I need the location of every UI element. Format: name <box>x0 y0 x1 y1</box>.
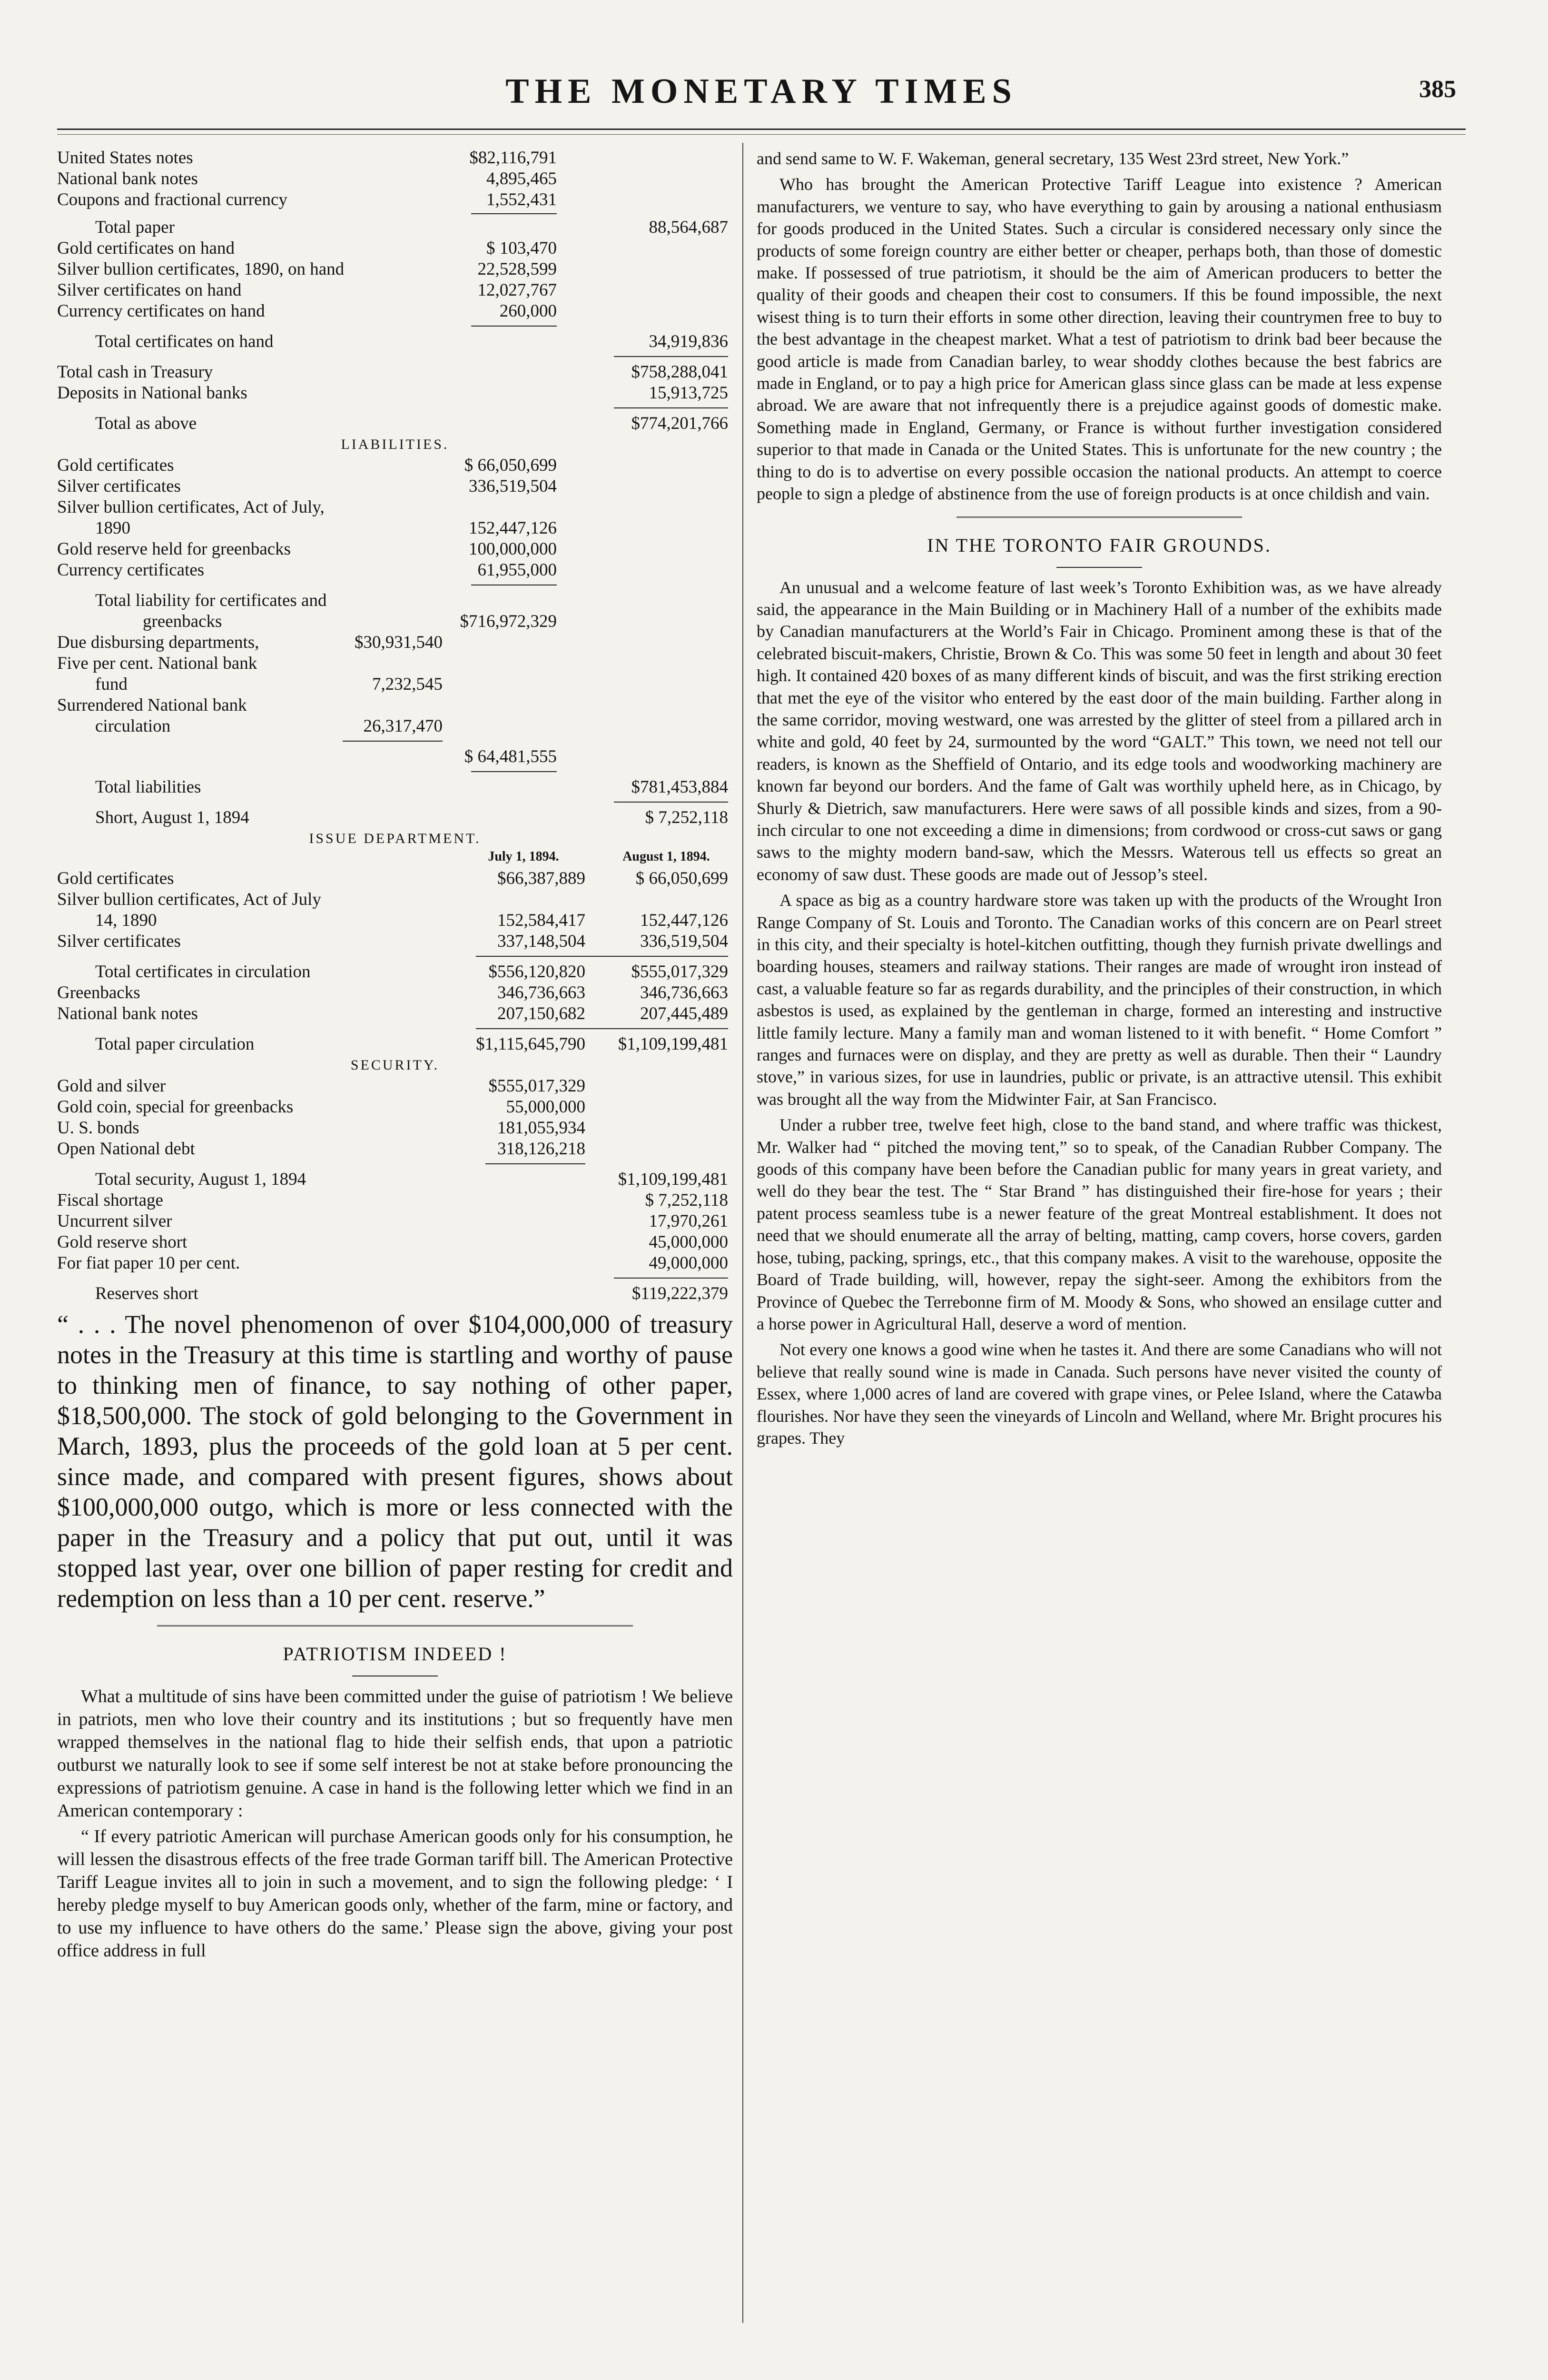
fin-row <box>57 217 733 238</box>
fin-row <box>57 476 733 497</box>
row-value: $1,109,199,481 <box>618 1034 728 1054</box>
fin-row <box>57 716 733 737</box>
issue-column-heads <box>57 849 733 868</box>
sum-rule <box>343 741 443 742</box>
row-label: Surrendered National bank <box>57 695 247 715</box>
row-value: 318,126,218 <box>497 1139 585 1159</box>
row-label: Gold and silver <box>57 1076 166 1096</box>
row-value: 1,552,431 <box>486 190 557 209</box>
fin-row <box>57 962 733 982</box>
fin-row <box>57 148 733 169</box>
fin-row <box>57 362 733 383</box>
row-value: $555,017,329 <box>488 1076 585 1096</box>
fin-row <box>57 539 733 560</box>
article-paragraph: An unusual and a welcome feature of last week’s Toronto Exhibition was, as we have already said, the appearance in the Main Building or in Machinery Hall of a number of the exhibits made by Canadian manufacturers at the World’s Fair in Chicago. Prominent among these is that of the celebrated biscuit-makers, Christie, Brown & Co. This was some 50 feet in length and about 30 feet high. It contained 420 boxes of as many different kinds of biscuit, and was the first striking erection that met the eye of the visitor who entered by the east door of the main building. Farther along in the same corridor, moving westward, one was arrested by the glitter of steel from a pillared arch in white and gold, 40 feet by 24, surmounted by the word “GALT.” This town, we need not tell our readers, is known as the Sheffield of Ontario, and its edge tools and woodworking machinery are known far beyond our borders. And the fame of Galt was worthily upheld here, as in Chicago, by Shurly & Dietrich, saw manufacturers. Here were saws of all possible kinds and sizes, from a 90-inch circular to one not exceeding a dime in dimensions; from cordwood or cross-cut saws or gang saws to the mighty modern band-saw, which the Messrs. Waterous tell us effects so great an economy of saw dust. These goods are made out of Jessop’s steel. <box>757 577 1442 884</box>
sum-rule <box>614 356 728 357</box>
row-label: Gold certificates on hand <box>57 238 235 258</box>
row-value: $30,931,540 <box>355 633 443 652</box>
row-value: 12,027,767 <box>477 280 557 300</box>
fin-row <box>57 301 733 322</box>
row-label: Deposits in National banks <box>57 383 247 403</box>
row-label: 14, 1890 <box>95 911 157 930</box>
row-label: Silver bullion certificates, Act of July <box>57 890 321 909</box>
row-label: Gold reserve held for greenbacks <box>57 539 291 559</box>
fin-row <box>57 1034 733 1055</box>
column-head-july: July 1, 1894. <box>488 849 559 864</box>
row-label: Greenbacks <box>57 983 140 1002</box>
article-paragraph: “ If every patriotic American will purchase American goods only for his consumption, he will lessen the disastrous effects of the free trade Gorman tariff bill. The American Protective Tariff League invites all to join in such a movement, and to sign the following pledge: ‘ I hereby pledge myself to buy American goods only, whether of the farm, mine or factory, and to use my influence to have others do the same.’ Please sign the above, giving your post office address in full <box>57 1826 733 1961</box>
fin-row <box>57 611 733 632</box>
row-value: 26,317,470 <box>363 716 443 736</box>
article-paragraph: Who has brought the American Protective Tariff League into existence ? American manufacturers, we venture to say, who have everything to gain by arousing a national enthusiasm for goods produced in the United States. Such a circular is considered necessary only since the products of some foreign country are either better or cheaper, perhaps both, than those of domestic make. If possessed of true patriotism, it should be the aim of American producers to better the quality of their goods and cheapen their cost to consumers. If this be found impossible, the next wisest thing is to turn their efforts in some other direction, leaving their countrymen free to buy to the best advantage in the cheapest market. What a test of patriotism to drink bad beer because the good article is made from Canadian barley, to wear shoddy clothes because the best fabrics are made in England, or to pay a high price for American glass since glass can be made at less expense abroad. We are aware that not infrequently there is a prejudice against goods of domestic make. Something made in England, Germany, or France is without further investigation considered superior to that made in Canada or the United States. This is unfortunate for the new country ; the thing to do is to advertise on every possible occasion the national products. An attempt to coerce people to sign a pledge of abstinence from the use of foreign products is at once childish and vain. <box>757 175 1442 504</box>
fin-row <box>57 331 733 352</box>
security-heading: SECURITY. <box>350 1057 440 1073</box>
row-value: 346,736,663 <box>640 983 728 1002</box>
fin-row <box>57 383 733 404</box>
row-label: For fiat paper 10 per cent. <box>57 1253 240 1273</box>
row-label: National bank notes <box>57 1004 198 1023</box>
article-paragraph: A space as big as a country hardware store was taken up with the products of the Wrought Iron Range Company of St. Louis and Toronto. The Canadian works of this concern are on Pearl street in this city, and their specialty is hotel-kitchen outfitting, though they furnish private dwellings and boarding houses, steamers and railway stations. Their ranges are made of wrought iron instead of cast, a valuable feature so far as regards durability, and the principles of their construction, in which asbestos is used, as explained by the gentleman in charge, formed an interesting and instructive little family lecture. Many a family man and woman listened to it with benefit. “ Home Comfort ” ranges and furnaces were on display, and they are pretty as well as durable. Then their “ Laundry stove,” in various sizes, for use in laundries, public or private, is an attractive utensil. This exhibit was brought all the way from the Midwinter Fair, at San Francisco. <box>757 891 1442 1109</box>
fin-row <box>57 695 733 716</box>
row-value: 346,736,663 <box>497 983 585 1002</box>
row-value: $716,972,329 <box>460 612 557 631</box>
row-value: $555,017,329 <box>631 962 728 982</box>
row-value: 152,447,126 <box>640 911 728 930</box>
row-label: Gold certificates <box>57 456 174 475</box>
row-value: 17,970,261 <box>649 1211 728 1231</box>
sum-rule <box>614 407 728 408</box>
fin-row <box>57 889 733 910</box>
fin-row <box>57 413 733 434</box>
row-label: Silver certificates <box>57 932 181 951</box>
sum-rule <box>614 802 728 803</box>
fin-row <box>57 653 733 674</box>
quotation-paragraph: “ . . . The novel phenomenon of over $104,000,000 of treasury notes in the Treasury at this time is startling and worthy of pause to thinking men of finance, to say nothing of other paper, $18,500,000. The stock of gold belonging to the Government in March, 1893, plus the proceeds of the gold loan at 5 per cent. since made, and compared with present figures, shows about $100,000,000 outgo, which is more or less connected with the paper in the Treasury and a policy that put out, until it was stopped last year, over one billion of paper resting for credit and redemption on less than a 10 per cent. reserve.” <box>57 1310 733 1613</box>
row-label: Silver certificates on hand <box>57 280 242 300</box>
fin-row <box>57 590 733 611</box>
row-total: 88,564,687 <box>649 218 728 237</box>
row-label: Total security, August 1, 1894 <box>95 1170 306 1189</box>
fin-row <box>57 497 733 518</box>
fin-row <box>57 238 733 259</box>
row-label: greenbacks <box>143 612 222 631</box>
row-value: $82,116,791 <box>469 148 557 168</box>
sum-rule <box>476 1028 728 1029</box>
row-total: $119,222,379 <box>631 1284 728 1303</box>
article-title-patriotism: PATRIOTISM INDEED ! <box>283 1643 507 1665</box>
section-rule <box>956 516 1242 518</box>
fin-row <box>57 746 733 767</box>
row-label: Total certificates in circulation <box>95 962 311 982</box>
row-label: Total cash in Treasury <box>57 362 213 382</box>
row-value: 260,000 <box>499 301 557 321</box>
row-label: United States notes <box>57 148 193 168</box>
row-value: 152,584,417 <box>497 911 585 930</box>
fin-row <box>57 1211 733 1232</box>
left-column <box>57 148 733 1965</box>
fin-row <box>57 259 733 280</box>
row-value: 337,148,504 <box>497 932 585 951</box>
article-title-toronto: IN THE TORONTO FAIR GROUNDS. <box>927 534 1272 556</box>
row-label: Gold reserve short <box>57 1232 187 1252</box>
row-label: National bank notes <box>57 169 198 188</box>
sum-rule <box>471 213 557 214</box>
header-rule <box>57 129 1466 130</box>
row-value: 181,055,934 <box>497 1118 585 1138</box>
fin-row <box>57 674 733 695</box>
row-label: Silver bullion certificates, Act of July, <box>57 497 325 517</box>
fin-row <box>57 1076 733 1097</box>
fin-row <box>57 1097 733 1118</box>
page-number: 385 <box>1419 76 1456 103</box>
row-value: 61,955,000 <box>477 560 557 580</box>
fin-row <box>57 1232 733 1253</box>
fin-row <box>57 632 733 653</box>
row-value: 4,895,465 <box>486 169 557 188</box>
column-head-august: August 1, 1894. <box>622 849 710 864</box>
row-label: Silver certificates <box>57 476 181 496</box>
row-value: $1,115,645,790 <box>476 1034 585 1054</box>
row-total: $758,288,041 <box>631 362 728 382</box>
row-value: $ 66,050,699 <box>635 869 728 888</box>
row-value: 7,232,545 <box>372 674 443 694</box>
row-label: Total liabilities <box>95 777 201 797</box>
fin-row <box>57 1118 733 1139</box>
row-value: 207,150,682 <box>497 1004 585 1023</box>
row-label: U. S. bonds <box>57 1118 139 1138</box>
row-label: Total paper <box>95 218 175 237</box>
row-total: $774,201,766 <box>631 414 728 433</box>
row-label: Total as above <box>95 414 197 433</box>
page-header <box>57 71 1466 129</box>
row-total: 15,913,725 <box>649 383 728 403</box>
sum-rule <box>614 1278 728 1279</box>
row-value: 49,000,000 <box>649 1253 728 1273</box>
article-paragraph: Not every one knows a good wine when he tastes it. And there are some Canadians who will not believe that really sound wine is made in Canada. Such persons have never visited the county of Essex, where 1,000 acres of land are covered with grape vines, or Pelee Island, where the Catawba flourishes. Nor have they seen the vineyards of Lincoln and Welland, where Mr. Bright procures his grapes. They <box>757 1340 1442 1448</box>
fin-row <box>57 777 733 798</box>
row-label: Currency certificates <box>57 560 205 580</box>
right-column <box>757 148 1442 1453</box>
row-total: $781,453,884 <box>631 777 728 797</box>
fin-row <box>57 189 733 210</box>
row-label: circulation <box>95 716 171 736</box>
sum-rule <box>471 326 557 327</box>
fin-row <box>57 982 733 1003</box>
row-label: Total paper circulation <box>95 1034 255 1054</box>
fin-row <box>57 807 733 828</box>
row-total: 34,919,836 <box>649 332 728 351</box>
row-value: $ 103,470 <box>486 238 557 258</box>
fin-row <box>57 1253 733 1274</box>
row-label: Total liability for certificates and <box>95 591 327 610</box>
masthead: THE MONETARY TIMES <box>505 72 1017 111</box>
fin-row <box>57 280 733 301</box>
fin-row <box>57 1139 733 1160</box>
treasury-statement <box>57 148 733 1304</box>
row-total: $ 7,252,118 <box>645 808 728 827</box>
row-label: Coupons and fractional currency <box>57 190 287 209</box>
row-value: 152,447,126 <box>469 518 557 538</box>
row-label: Five per cent. National bank <box>57 654 257 673</box>
row-label: Reserves short <box>95 1284 198 1303</box>
row-value: 100,000,000 <box>469 539 557 559</box>
row-value: 45,000,000 <box>649 1232 728 1252</box>
fin-row <box>57 1283 733 1304</box>
fin-row <box>57 455 733 476</box>
row-value: 22,528,599 <box>477 259 557 279</box>
row-label: Gold certificates <box>57 869 174 888</box>
liabilities-heading: LIABILITIES. <box>341 436 449 452</box>
article-paragraph: and send same to W. F. Wakeman, general secretary, 135 West 23rd street, New York.” <box>757 149 1349 168</box>
title-rule <box>1056 567 1142 568</box>
row-label: Currency certificates on hand <box>57 301 265 321</box>
row-label: Due disbursing departments, <box>57 633 259 652</box>
row-label: 1890 <box>95 518 130 538</box>
row-label: Open National debt <box>57 1139 195 1159</box>
row-label: fund <box>95 674 128 694</box>
fin-row <box>57 931 733 952</box>
article-paragraph: Under a rubber tree, twelve feet high, close to the band stand, and where traffic was thickest, Mr. Walker had “ pitched the moving tent,” so to speak, of the Canadian Rubber Company. The goods of this company have been before the Canadian public for many years in great variety, and well do they bear the test. The “ Star Brand ” has distinguished their fire-hose for years ; their patent process seamless tube is a newer feature of the great Montreal establishment. It does not need that we should enumerate all the array of belting, matting, camp covers, horse covers, garden hose, tubing, packing, springs, etc., that this company makes. A visit to the warehouse, opposite the Board of Trade building, will, however, repay the sight-seer. Among the exhibitors from the Province of Quebec the Terrebonne firm of M. Moody & Sons, who showed an ensilage cutter and a horse power in Agricultural Hall, deserve a word of mention. <box>757 1115 1442 1333</box>
fin-row <box>57 560 733 581</box>
row-label: Gold coin, special for greenbacks <box>57 1097 294 1117</box>
row-value: $ 64,481,555 <box>464 747 557 766</box>
row-value: 336,519,504 <box>640 932 728 951</box>
column-divider <box>742 143 743 2323</box>
row-value: $556,120,820 <box>488 962 585 982</box>
row-label: Short, August 1, 1894 <box>95 808 249 827</box>
fin-row <box>57 1190 733 1211</box>
row-label: Silver bullion certificates, 1890, on hand <box>57 259 345 279</box>
row-label: Uncurrent silver <box>57 1211 172 1231</box>
row-value: 207,445,489 <box>640 1004 728 1023</box>
sum-rule <box>485 1163 585 1164</box>
fin-row <box>57 1169 733 1190</box>
row-value: $ 66,050,699 <box>464 456 557 475</box>
header-rule-thin <box>57 134 1466 135</box>
fin-row <box>57 518 733 539</box>
row-label: Total certificates on hand <box>95 332 274 351</box>
fin-row <box>57 169 733 189</box>
row-value: $66,387,889 <box>497 869 585 888</box>
row-value: 55,000,000 <box>506 1097 585 1117</box>
fin-row <box>57 910 733 931</box>
section-rule <box>157 1625 633 1626</box>
row-value: $ 7,252,118 <box>645 1190 728 1210</box>
sum-rule <box>471 771 557 772</box>
sum-rule <box>476 956 728 957</box>
fin-row <box>57 868 733 889</box>
article-paragraph: What a multitude of sins have been committed under the guise of patriotism ! We believe in patriots, men who love their country and its institutions ; but so frequently have men wrapped themselves in the national flag to hide their selfish ends, that upon a patriotic outburst we naturally look to see if some self interest be not at stake before pronouncing the expressions of patriotism genuine. A case in hand is the following letter which we find in an American contemporary : <box>57 1686 733 1821</box>
row-total: $1,109,199,481 <box>618 1170 728 1189</box>
row-value: 336,519,504 <box>469 476 557 496</box>
issue-department-heading: ISSUE DEPARTMENT. <box>309 831 481 846</box>
row-label: Fiscal shortage <box>57 1190 163 1210</box>
fin-row <box>57 1003 733 1024</box>
